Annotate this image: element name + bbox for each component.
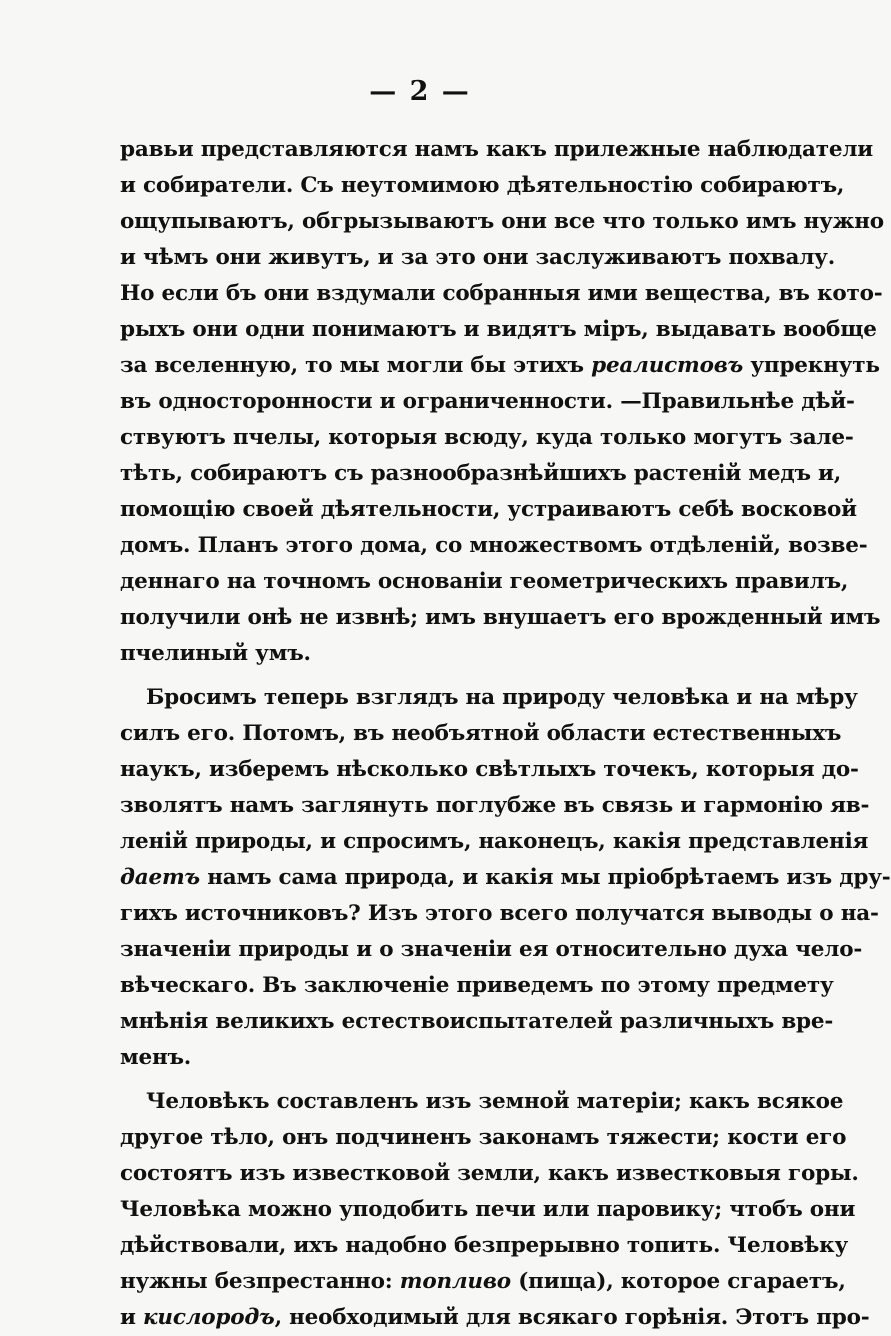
italic-term: даетъ [120, 865, 200, 890]
text-line: силъ его. Потомъ, въ необъятной области естественныхъ [120, 721, 842, 746]
text-line: зволятъ намъ заглянуть поглубже въ связь и гармонію яв- [120, 793, 870, 818]
text-line: за вселенную, то мы могли бы этихъ реалистовъ упрекнуть [120, 353, 880, 378]
text-line: и кислородъ, необходимый для всякаго горѣнія. Этотъ про- [120, 1305, 870, 1330]
text-line: деннаго на точномъ основаніи геометрическихъ правилъ, [120, 569, 849, 594]
text-line: помощію своей дѣятельности, устраиваютъ себѣ восковой [120, 497, 857, 522]
text-line: домъ. Планъ этого дома, со множествомъ отдѣленій, возве- [120, 533, 868, 558]
text-line: другое тѣло, онъ подчиненъ законамъ тяжести; кости его [120, 1125, 847, 1150]
text-line: и чѣмъ они живутъ, и за это они заслуживаютъ похвалу. [120, 245, 836, 270]
text-line: вѣческаго. Въ заключеніе приведемъ по этому предмету [120, 973, 834, 998]
text-line: нужны безпрестанно: топливо (пища), которое сгараетъ, [120, 1269, 846, 1294]
text-line: Человѣкъ составленъ изъ земной матеріи; какъ всякое [146, 1089, 844, 1114]
text-line: значеніи природы и о значеніи ея относительно духа чело- [120, 937, 863, 962]
italic-term: топливо [399, 1269, 511, 1294]
text-line: ствуютъ пчелы, которыя всюду, куда только могутъ зале- [120, 425, 854, 450]
text-line: тѣть, собираютъ съ разнообразнѣйшихъ растеній медъ и, [120, 461, 842, 486]
text-line: Человѣка можно уподобить печи или паровику; чтобъ они [120, 1197, 856, 1222]
text-line: въ односторонности и ограниченности. —Правильнѣе дѣй- [120, 389, 855, 414]
text-line: дѣйствовали, ихъ надобно безпрерывно топить. Человѣку [120, 1233, 849, 1258]
text-line: даетъ намъ сама природа, и какія мы пріобрѣтаемъ изъ дру- [120, 865, 891, 890]
paragraph-2 [120, 680, 891, 1076]
text-line: мнѣнія великихъ естествоиспытателей различныхъ вре- [120, 1009, 834, 1034]
text-line: состоятъ изъ известковой земли, какъ известковыя горы. [120, 1161, 859, 1186]
body-text [120, 132, 891, 1336]
text-line: получили онѣ не извнѣ; имъ внушаетъ его врожденный имъ [120, 605, 881, 630]
text-line: наукъ, изберемъ нѣсколько свѣтлыхъ точекъ, которыя до- [120, 757, 859, 782]
paragraph-1 [120, 132, 884, 672]
text-line: Бросимъ теперь взглядъ на природу человѣка и на мѣру [146, 685, 858, 710]
text-line: рыхъ они одни понимаютъ и видятъ міръ, выдавать вообще [120, 317, 877, 342]
text-line: и собиратели. Съ неутомимою дѣятельностію собираютъ, [120, 173, 845, 198]
text-line: леній природы, и спросимъ, наконецъ, какія представленія [120, 829, 869, 854]
text-line: пчелиный умъ. [120, 641, 311, 666]
italic-term: реалистовъ [591, 353, 744, 378]
text-line: гихъ источниковъ? Изъ этого всего получатся выводы о на- [120, 901, 879, 926]
text-line: ощупываютъ, обгрызываютъ они все что только имъ нужно [120, 209, 884, 234]
page-number: — 2 — [369, 76, 471, 107]
text-line: Но если бъ они вздумали собранныя ими вещества, въ кото- [120, 281, 883, 306]
paragraph-3 [120, 1084, 870, 1336]
text-line: менъ. [120, 1045, 192, 1070]
italic-term: кислородъ [143, 1305, 275, 1330]
text-line: равьи представляются намъ какъ прилежные наблюдатели [120, 137, 874, 162]
